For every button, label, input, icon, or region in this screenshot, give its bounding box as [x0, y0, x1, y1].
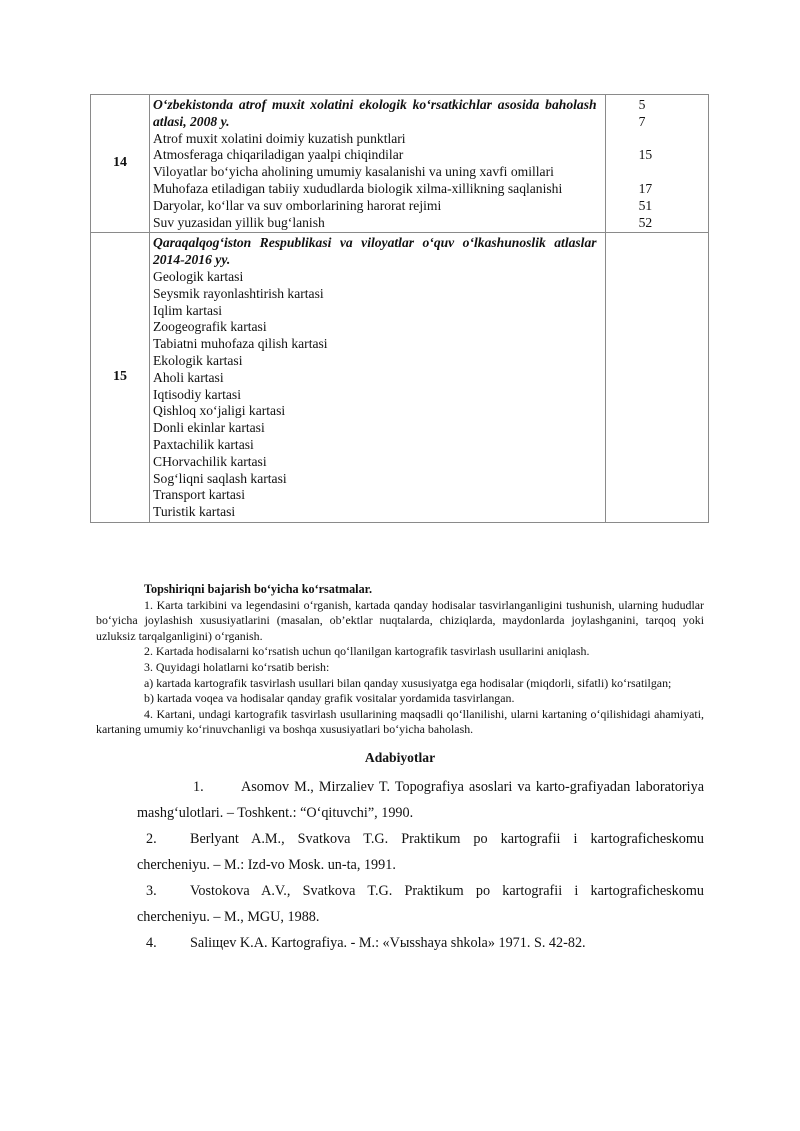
map-list-item: Iqtisodiy kartasi — [153, 386, 241, 402]
page-number: 51 — [638, 197, 653, 213]
atlas-table — [90, 94, 709, 523]
instruction-paragraph: 2. Kartada hodisalarni ko‘rsatish uchun qo‘llanilgan kartografik tasvirlash usullarini aniqlash. — [144, 644, 590, 659]
page-numbers — [605, 95, 708, 233]
row-number: 15 — [91, 233, 150, 523]
page-number: 17 — [638, 180, 653, 196]
page-number — [639, 131, 708, 148]
map-list-item: Turistik kartasi — [153, 504, 236, 520]
reference-text: Saliщev K.A. Kartografiya. - M.: «Vыsshaya shkola» 1971. S. 42-82. — [190, 935, 586, 951]
map-list-item: Qishloq xo‘jaligi kartasi — [153, 403, 286, 419]
map-list-item: Ekologik kartasi — [153, 352, 243, 368]
instruction-paragraph: 4. Kartani, undagi kartografik tasvirlash usullarining maqsadli qo‘llanilishi, ularni kartaning o‘qilishidagi ahamiyati, kartaning umumiy ko‘rinuvchanligi va boshqa xususiyatlari bo‘yicha baholash. — [96, 706, 704, 737]
reference-number: 1. — [193, 779, 204, 795]
instruction-paragraph: b) kartada voqea va hodisalar qanday grafik vositalar yordamida tasvirlangan. — [144, 691, 515, 706]
map-list-item: Iqlim kartasi — [153, 302, 223, 318]
row-content — [150, 233, 606, 523]
map-list-item: Paxtachilik kartasi — [153, 436, 254, 452]
map-list-item: CHorvachilik kartasi — [153, 453, 267, 469]
instructions — [96, 582, 704, 738]
references-heading: Adabiyotlar — [364, 750, 436, 765]
page-number — [639, 164, 708, 181]
instruction-paragraph: a) kartada kartografik tasvirlash usullari bilan qanday xususiyatga ega hodisalar (miqdorli, sifatli) ko‘rsatilgan; — [144, 675, 672, 690]
reference-text: mashg‘ulotlari. – Toshkent.: “O‘qituvchi”, 1990. — [137, 805, 414, 821]
map-list-item: Tabiatni muhofaza qilish kartasi — [153, 336, 328, 352]
map-list-item: Atmosferaga chiqariladigan yaalpi chiqindilar — [153, 147, 404, 163]
references-list — [137, 774, 704, 956]
table-row — [91, 95, 709, 233]
map-list-item: Seysmik rayonlashtirish kartasi — [153, 285, 324, 301]
reference-text: Berlyant A.M., Svatkova T.G. Praktikum po kartografii i kartograficheskomu — [190, 831, 704, 847]
map-list-item: Sog‘liqni saqlash kartasi — [153, 470, 287, 486]
map-list-item: Zoogeografik kartasi — [153, 319, 267, 335]
map-list-item: Viloyatlar bo‘yicha aholining umumiy kasalanishi va uning xavfi omillari — [153, 164, 554, 180]
page-number: 7 — [638, 113, 646, 129]
row-content — [150, 95, 606, 233]
reference-text: Vostokova A.V., Svatkova T.G. Praktikum po kartografii i kartograficheskomu — [190, 883, 704, 899]
reference-number: 4. — [146, 935, 157, 951]
page-numbers — [605, 233, 708, 523]
instruction-paragraph: 3. Quyidagi holatlarni ko‘rsatib berish: — [144, 659, 330, 674]
map-list-item: Atrof muxit xolatini doimiy kuzatish punktlari — [153, 130, 406, 146]
reference-text: chercheniyu. – M.: Izd-vo Mosk. un-ta, 1991. — [137, 857, 396, 873]
reference-text: chercheniyu. – M., MGU, 1988. — [137, 909, 320, 925]
atlas-title: Qaraqalqog‘iston Respublikasi va viloyatlar o‘quv o‘lkashunoslik atlaslar 2014-2016 yy. — [153, 235, 597, 268]
map-list-item: Transport kartasi — [153, 487, 246, 503]
reference-number: 2. — [146, 831, 157, 847]
reference-number: 3. — [146, 883, 157, 899]
reference-item — [137, 774, 704, 826]
map-list-item: Suv yuzasidan yillik bug‘lanish — [153, 214, 325, 230]
map-list-item: Geologik kartasi — [153, 268, 244, 284]
instruction-paragraph: 1. Karta tarkibini va legendasini o‘rganish, kartada qanday hodisalar tasvirlanganligini tushunish, ularning hududlar bo‘yicha joylashish xususiyatlarini (masalan, ob’ektlar nuqtalarda, chiziqlarda, maydonlarda joylashganini, tarqoq yoki uzluksiz tarqalganligini) o‘rganish. — [96, 597, 704, 643]
map-list-item: Aholi kartasi — [153, 369, 224, 385]
reference-text: Asomov M., Mirzaliev T. Topografiya asoslari va karto-grafiyadan laboratoriya — [241, 779, 704, 795]
reference-item — [146, 930, 704, 956]
page-number: 15 — [638, 147, 653, 163]
instructions-title: Topshiriqni bajarish bo‘yicha ko‘rsatmalar. — [144, 582, 372, 596]
map-list-item: Donli ekinlar kartasi — [153, 420, 265, 436]
map-list-item: Daryolar, ko‘llar va suv omborlarining harorat rejimi — [153, 197, 442, 213]
page-number: 52 — [638, 214, 653, 230]
reference-item — [137, 826, 704, 878]
row-number: 14 — [91, 95, 150, 233]
reference-item — [137, 878, 704, 930]
table-row — [91, 233, 709, 523]
map-list-item: Muhofaza etiladigan tabiiy xududlarda biologik xilma-xillikning saqlanishi — [153, 180, 563, 196]
atlas-title: O‘zbekistonda atrof muxit xolatini ekologik ko‘rsatkichlar asosida baholash atlasi, 2008 y. — [153, 97, 597, 129]
page-number: 5 — [638, 97, 646, 112]
